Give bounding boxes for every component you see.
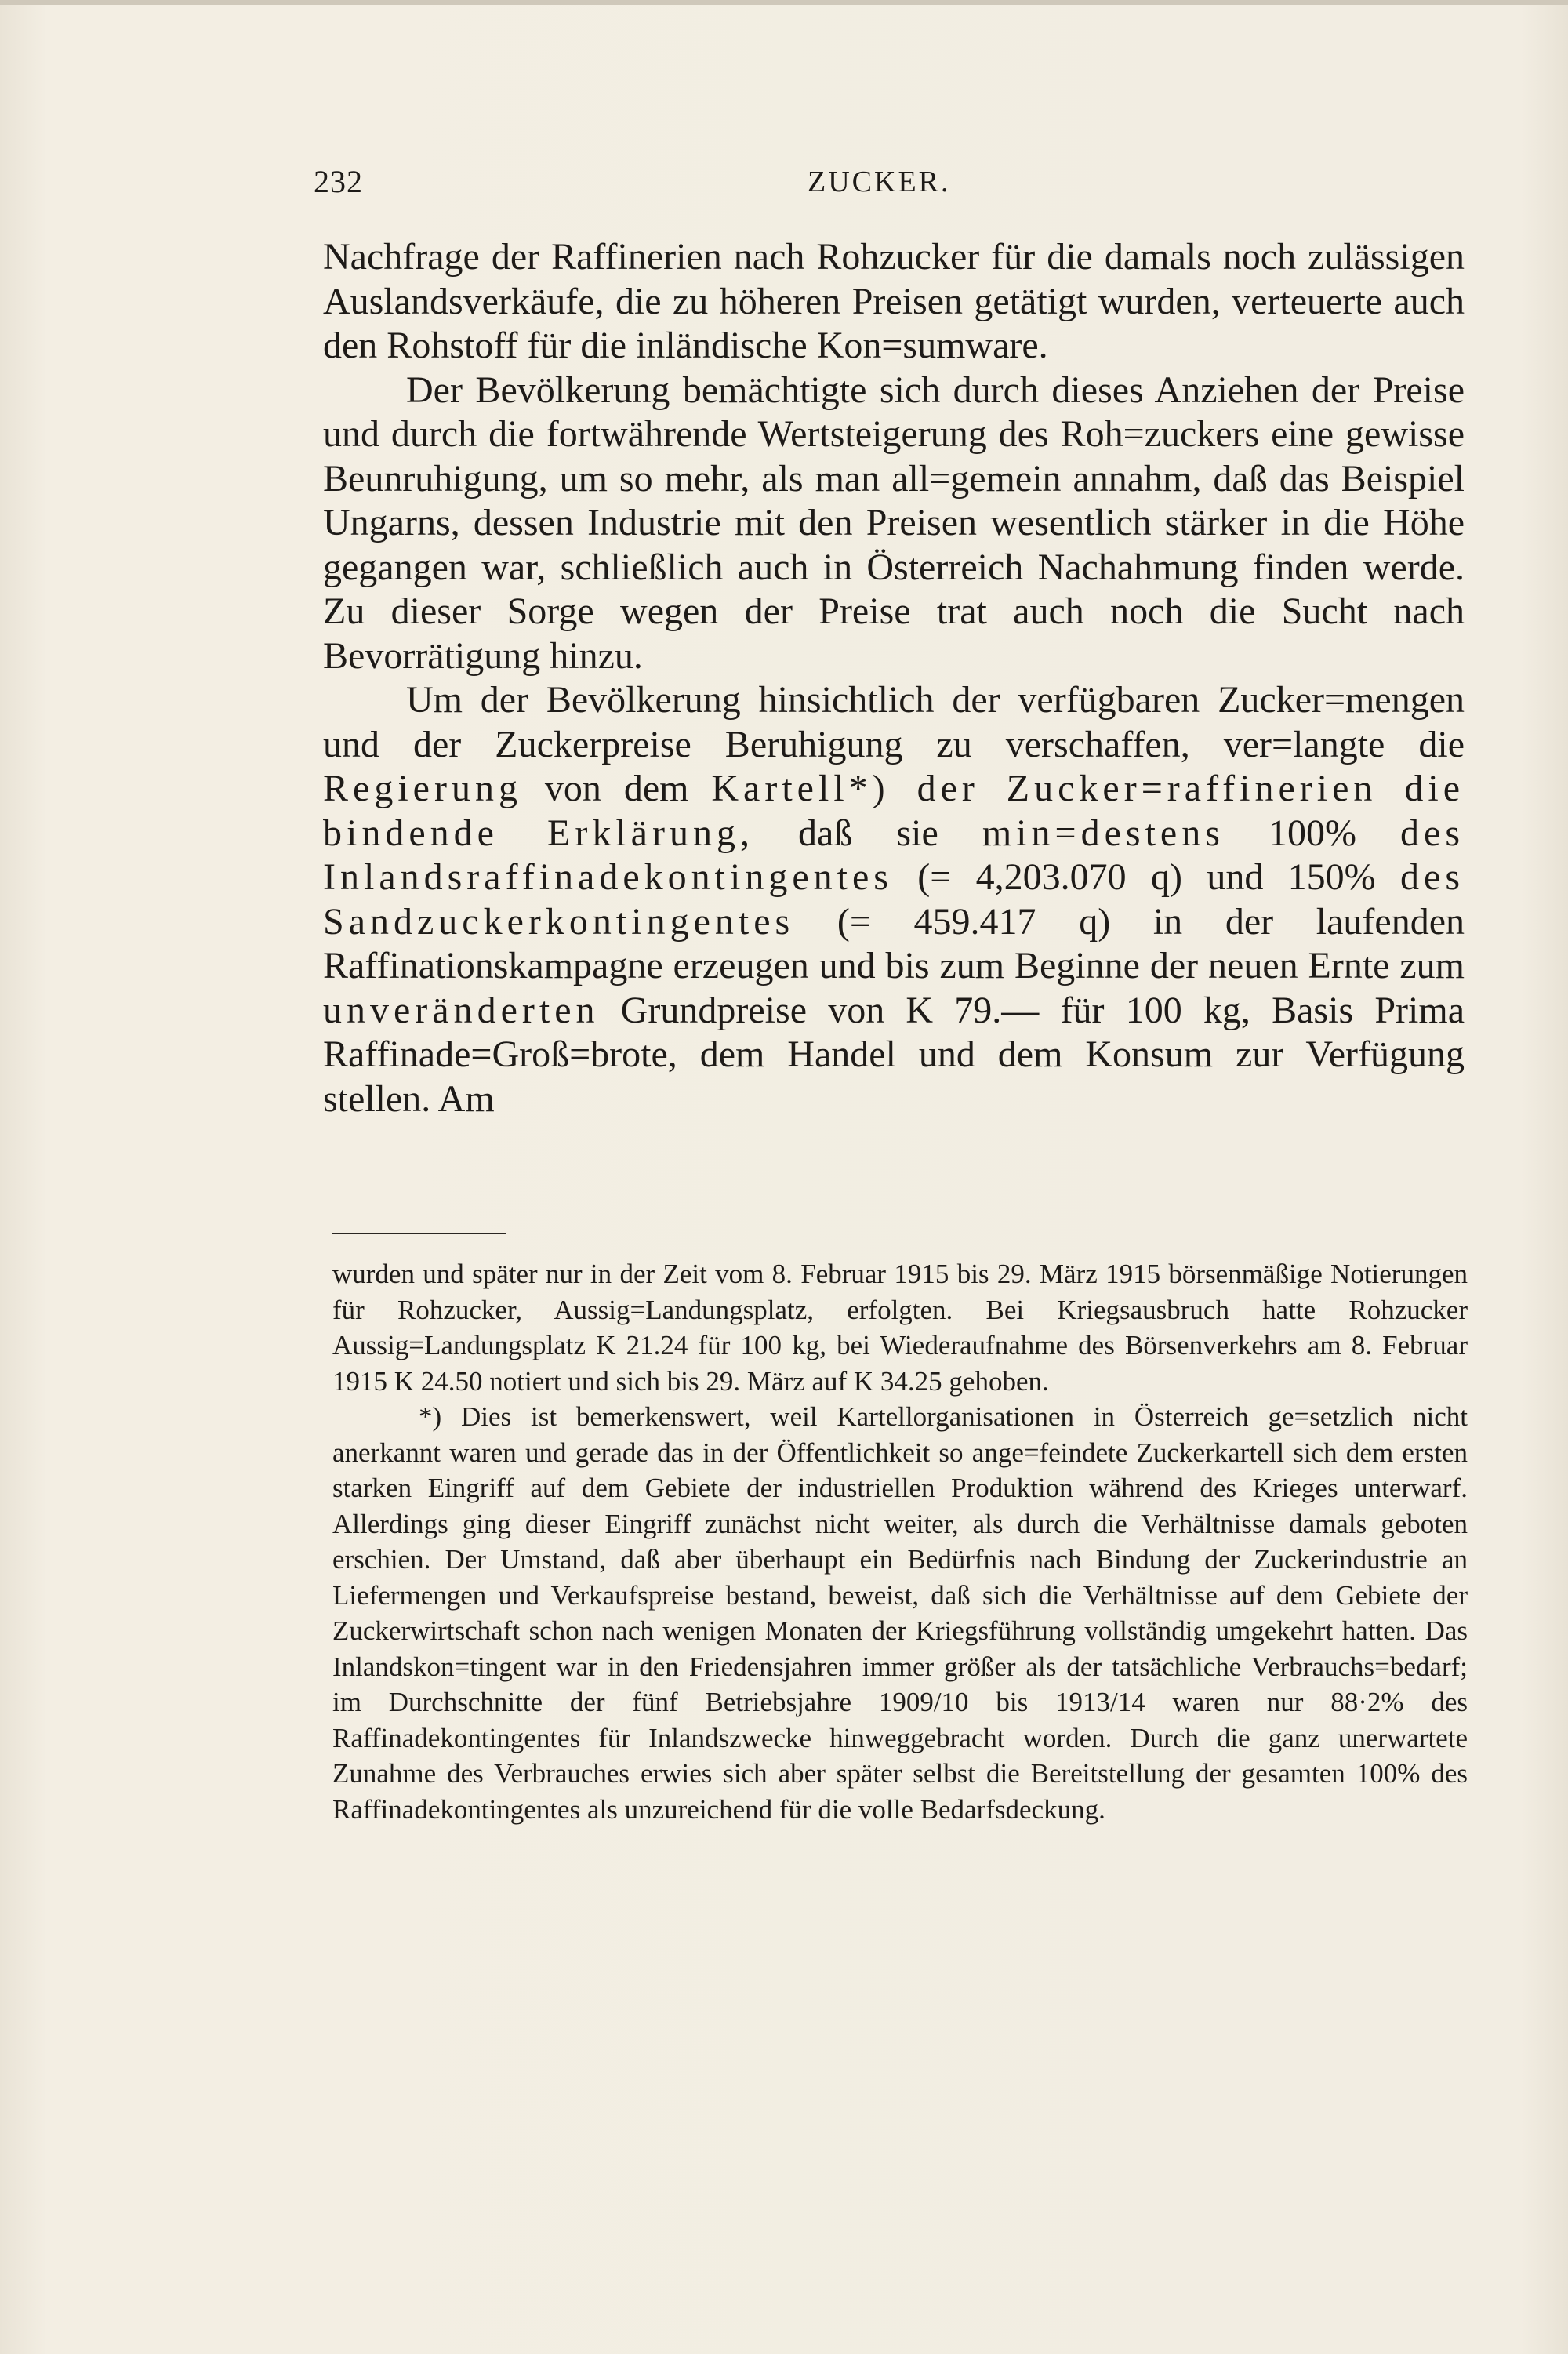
paragraph-3-text-3: daß sie	[753, 812, 982, 854]
spaced-unveraenderten: unveränderten	[323, 989, 600, 1031]
running-head: ZUCKER.	[808, 165, 951, 198]
paragraph-2: Der Bevölkerung bemächtigte sich durch dieses Anziehen der Preise und durch die fortwährende Wertsteigerung des Roh=zuckers eine gewisse Beunruhigung, um so mehr, als man all=gemein annahm, daß das Beispiel Ungarns, dessen Industrie mit den Preisen wesentlich stärker in die Höhe gegangen war, schließlich auch in Österreich Nachahmung finden werde. Zu dieser Sorge wegen der Preise trat auch noch die Sucht nach Bevorrätigung hinzu.	[323, 369, 1465, 677]
footnote-star: *) Dies ist bemerkenswert, weil Kartellorganisationen in Österreich ge=setzlich nicht anerkannt waren und gerade das in der Öffentlichkeit so ange=feindete Zuckerkartell sich dem ersten starken Eingriff auf dem Gebiete der industriellen Produktion während des Krieges unterwarf. Allerdings ging dieser Eingriff zunächst nicht weiter, als durch die Verhältnisse damals geboten erschien. Der Umstand, daß aber überhaupt ein Bedürfnis nach Bindung der Zuckerindustrie an Liefermengen und Verkaufspreise bestand, beweist, daß sich die Verhältnisse auf dem Gebiete der Zuckerwirtschaft schon nach wenigen Monaten der Kriegsführung vollständig umgekehrt hatten. Das Inlandskon=tingent war in den Friedensjahren immer größer als der tatsächliche Verbrauchs=bedarf; im Durchschnitte der fünf Betriebsjahre 1909/10 bis 1913/14 waren nur 88·2% des Raffinadekontingentes für Inlandszwecke hinweggebracht worden. Durch die ganz unerwartete Zunahme des Verbrauches erwies sich aber später selbst die Bereitstellung der gesamten 100% des Raffinadekontingentes als unzureichend für die volle Bedarfsdeckung.	[332, 1401, 1468, 1825]
paragraph-3-text-1: Um der Bevölkerung hinsichtlich der verfügbaren Zucker=mengen und der Zuckerpreise Beruhigung zu verschaffen, ver=langte die	[323, 679, 1465, 765]
page-header	[314, 163, 1466, 210]
page-top-edge	[0, 0, 1568, 5]
spaced-kartell: Kartell*) der Zucker=raffinerien die bindende Erklärung,	[323, 768, 1465, 854]
spaced-mindestens: min=destens	[982, 812, 1225, 854]
footnotes	[332, 1256, 1468, 1827]
spaced-sandzucker: des Sandzuckerkontingentes	[323, 856, 1465, 943]
paragraph-3-text-7: Grundpreise von K 79.— für 100 kg, Basis Prima Raffinade=Groß=brote, dem Handel und dem Konsum zur Verfügung stellen. Am	[323, 989, 1465, 1120]
spaced-inlandsraffinade: des Inlandsraffinadekontingentes	[323, 812, 1465, 898]
paragraph-3-text-2: von dem	[521, 768, 712, 809]
footnote-rule	[332, 1233, 506, 1234]
main-text	[323, 235, 1465, 1121]
paragraph-1: Nachfrage der Raffinerien nach Rohzucker für die damals noch zulässigen Auslandsverkäufe, die zu höheren Preisen getätigt wurden, verteuerte auch den Rohstoff für die inländische Kon=sumware.	[323, 236, 1465, 366]
spaced-regierung: Regierung	[323, 768, 522, 809]
paragraph-3-text-6: (= 459.417 q) in der laufenden Raffinationskampagne erzeugen und bis zum Beginne der neuen Ernte zum	[323, 900, 1465, 986]
footnote-continued: wurden und später nur in der Zeit vom 8. Februar 1915 bis 29. März 1915 börsenmäßige Notierungen für Rohzucker, Aussig=Landungsplatz, erfolgten. Bei Kriegsausbruch hatte Rohzucker Aussig=Landungsplatz K 21.24 für 100 kg, bei Wiederaufnahme des Börsenverkehrs am 8. Februar 1915 K 24.50 notiert und sich bis 29. März auf K 34.25 gehoben.	[332, 1259, 1468, 1397]
paragraph-3	[323, 678, 1465, 1121]
paragraph-3-text-4: 100%	[1224, 812, 1401, 854]
paragraph-3-text-5: (= 4,203.070 q) und 150%	[892, 856, 1401, 898]
page-number: 232	[314, 164, 363, 199]
